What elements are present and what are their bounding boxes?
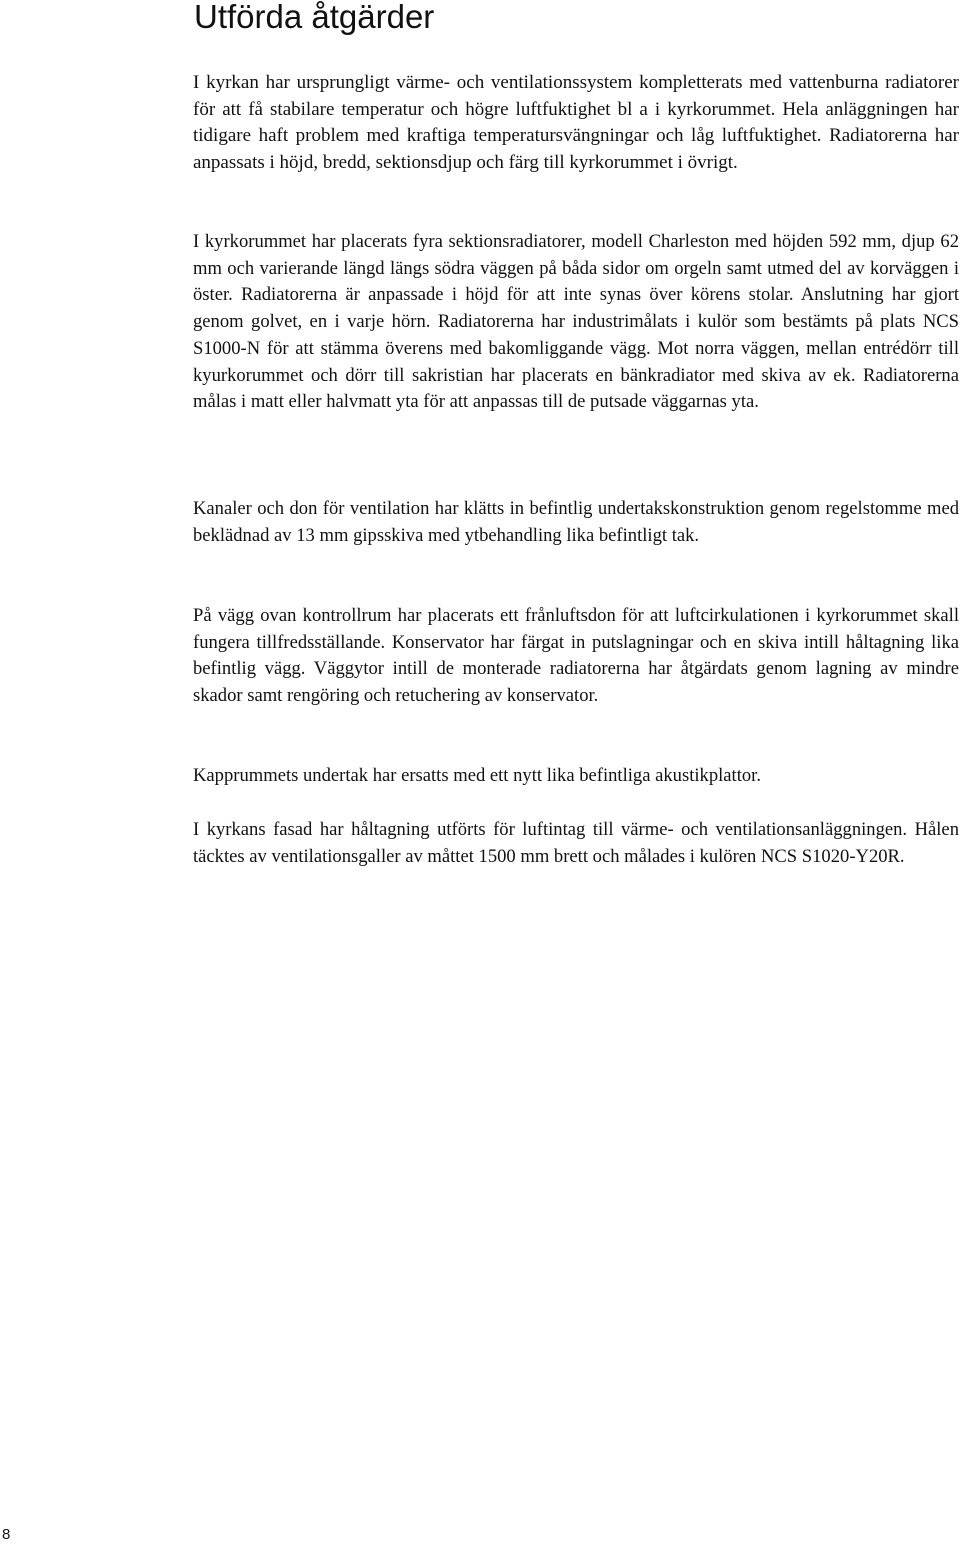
paragraph-cloakroom: Kapprummets undertak har ersatts med ett nytt lika befintliga akustikplattor. [193, 765, 761, 786]
paragraph-facade: I kyrkans fasad har håltagning utförts för luftintag till värme- och ventilationsanläggningen. Hålen täcktes av ventilationsgaller av måttet 1500 mm brett och målades i kulören NCS S1020-Y20R. [193, 819, 959, 867]
paragraph-ducts: Kanaler och don för ventilation har klätts in befintlig undertakskonstruktion genom regelstomme med beklädnad av 13 mm gipsskiva med ytbehandling lika befintligt tak. [193, 498, 959, 546]
paragraph-exhaust-vent: På vägg ovan kontrollrum har placerats ett frånluftsdon för att luftcirkulationen i kyrkorummet skall fungera tillfredsställande. Konservator har färgat in putslagningar och en skiva intill håltagning lika befintlig vägg. Väggytor intill de monterade radiatorerna har åtgärdats genom lagning av mindre skador samt rengöring och retuchering av konservator. [193, 605, 959, 707]
paragraph-heating-ventilation: I kyrkan har ursprungligt värme- och ventilationssystem kompletterats med vattenburna radiatorer för att få stabilare temperatur och högre luftfuktighet bl a i kyrkorummet. Hela anläggningen har tidigare haft problem med kraftiga temperatursvängningar och låg luftfuktighet. Radiatorerna har anpassats i höjd, bredd, sektionsdjup och färg till kyrkorummet i övrigt. [193, 72, 959, 174]
page-title: Utförda åtgärder [194, 0, 435, 35]
page-number: 8 [2, 1526, 11, 1543]
paragraph-radiators: I kyrkorummet har placerats fyra sektionsradiatorer, modell Charleston med höjden 592 mm, djup 62 mm och varierande längd längs södra väggen på båda sidor om orgeln samt utmed del av korväggen i öster. Radiatorerna är anpassade i höjd för att inte synas över körens stolar. Anslutning har gjort genom golvet, en i varje hörn. Radiatorerna har industrimålats i kulör som bestämts på plats NCS S1000-N för att stämma överens med bakomliggande vägg. Mot norra väggen, mellan entrédörr till kyurkorummet och dörr till sakristian har placerats en bänkradiator med skiva av ek. Radiatorerna målas i matt eller halvmatt yta för att anpassas till de putsade väggarnas yta. [193, 231, 959, 413]
